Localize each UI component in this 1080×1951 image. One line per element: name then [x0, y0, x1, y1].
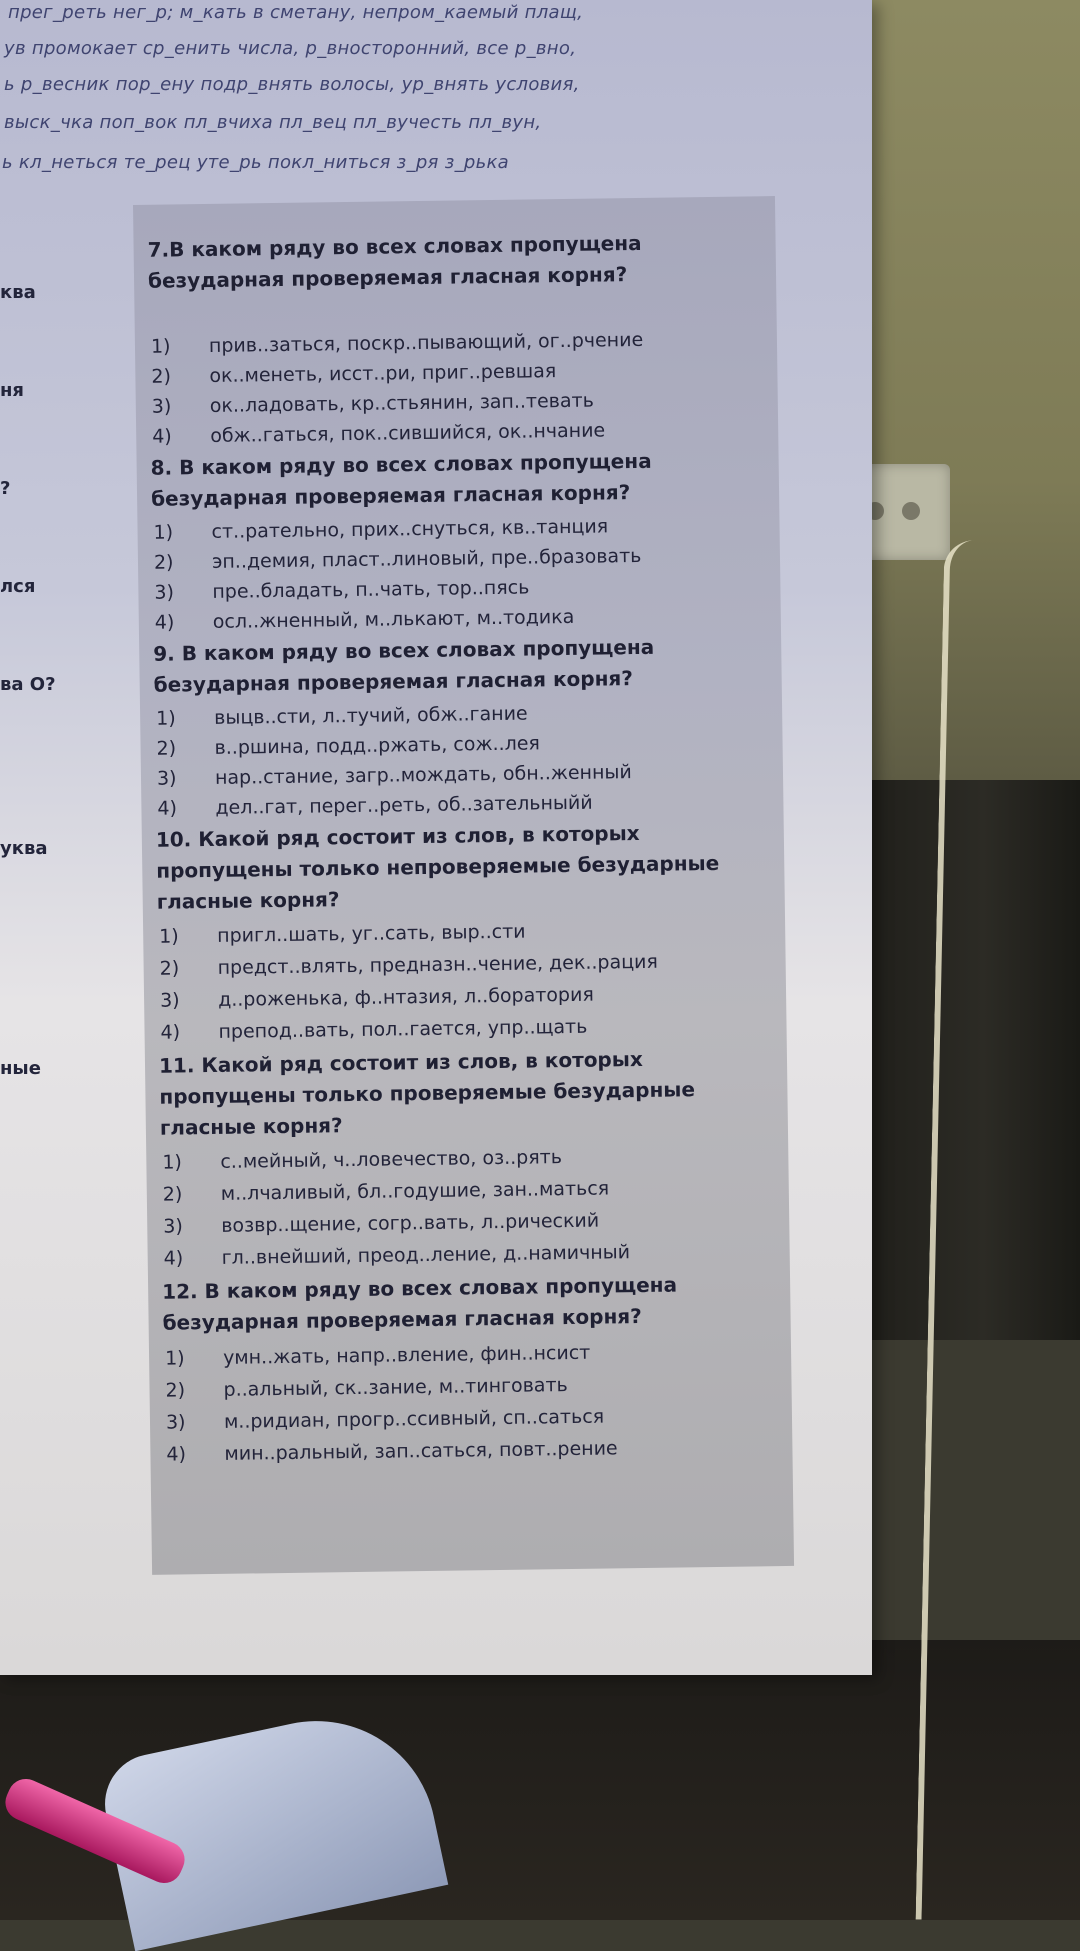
- left-fragment: уква: [0, 838, 48, 859]
- header-line: ь р_весник пор_ену подр_внять волосы, ур_внять условия,: [4, 74, 580, 95]
- answer-option[interactable]: 3) м..ридиан, прогр..ссивный, сп..саться: [165, 1405, 605, 1434]
- question-title: 12. В каком ряду во всех словах пропущена безударная проверяемая гласная корня?: [162, 1272, 678, 1335]
- answer-option[interactable]: 4) препод..вать, пол..гается, упр..щать: [160, 1015, 588, 1044]
- left-fragment: ква: [0, 282, 36, 303]
- question-title: 7.В каком ряду во всех словах пропущена безударная проверяемая гласная корня?: [147, 230, 642, 293]
- answer-option[interactable]: 2) предст..влять, предназн..чение, дек..рация: [159, 950, 659, 980]
- answer-option[interactable]: 1) пригл..шать, уг..сать, выр..сти: [159, 920, 526, 948]
- answer-option[interactable]: 3) пре..бладать, п..чать, тор..пясь: [154, 576, 530, 604]
- answer-option[interactable]: 1) выцв..сти, л..тучий, обж..гание: [156, 702, 528, 730]
- test-questions-box: [133, 196, 794, 1575]
- left-column-fragments: [0, 210, 120, 1210]
- answer-option[interactable]: 4) гл..внейший, преод..ление, д..намичный: [163, 1241, 631, 1270]
- answer-option[interactable]: 2) в..ршина, подд..ржать, сож..лея: [156, 732, 541, 760]
- question-title: 11. Какой ряд состоит из слов, в которых пропущены только проверяемые безударные гласные корня?: [158, 1046, 696, 1140]
- header-line: выск_чка поп_вок пл_вчиха пл_вец пл_вучесть пл_вун,: [4, 112, 542, 133]
- answer-option[interactable]: 3) ок..ладовать, кр..стьянин, зап..тевать: [151, 389, 594, 418]
- left-fragment: ва О?: [0, 674, 56, 695]
- left-fragment: лся: [0, 576, 36, 597]
- answer-option[interactable]: 3) д..роженька, ф..нтазия, л..боратория: [159, 983, 594, 1012]
- left-fragment: ?: [0, 478, 11, 499]
- left-fragment: ня: [0, 380, 24, 401]
- answer-option[interactable]: 1) ст..рательно, прих..снуться, кв..танция: [153, 515, 609, 544]
- answer-option[interactable]: 1) прив..заться, поскр..пывающий, ог..рчение: [150, 328, 644, 358]
- answer-option[interactable]: 3) нар..стание, загр..мождать, обн..женный: [156, 761, 632, 790]
- header-line: ь кл_неться те_рец уте_рь покл_ниться з_ря з_рька: [2, 152, 510, 173]
- header-line: ув промокает ср_енить числа, р_вносторонний, все р_вно,: [4, 38, 577, 59]
- answer-option[interactable]: 2) р..альный, ск..зание, м..тинговать: [165, 1374, 568, 1402]
- answer-option[interactable]: 4) обж..гаться, пок..сившийся, ок..нчание: [152, 419, 606, 448]
- question-title: 8. В каком ряду во всех словах пропущена безударная проверяемая гласная корня?: [150, 448, 652, 511]
- header-line: прег_реть нег_р; м_кать в сметану, непром_каемый плащ,: [8, 2, 584, 23]
- answer-option[interactable]: 3) возвр..щение, согр..вать, л..рический: [163, 1209, 600, 1238]
- answer-option[interactable]: 4) мин..ральный, зап..саться, повт..рение: [166, 1437, 618, 1466]
- answer-option[interactable]: 2) м..лчаливый, бл..годушие, зан..маться: [162, 1177, 610, 1206]
- answer-option[interactable]: 1) с..мейный, ч..ловечество, оз..рять: [162, 1146, 563, 1174]
- socket-hole: [902, 502, 920, 520]
- answer-option[interactable]: 4) осл..жненный, м..лькают, м..тодика: [154, 605, 575, 634]
- answer-option[interactable]: 4) дел..гат, перег..реть, об..зательныйй: [157, 791, 593, 820]
- answer-option[interactable]: 2) ок..менеть, исст..ри, приг..ревшая: [151, 360, 557, 388]
- question-title: 10. Какой ряд состоит из слов, в которых пропущены только непроверяемые безударные гласные корня?: [155, 820, 720, 914]
- answer-option[interactable]: 2) эп..демия, пласт..линовый, пре..бразовать: [153, 544, 642, 574]
- left-fragment: ные: [0, 1058, 41, 1079]
- answer-option[interactable]: 1) умн..жать, напр..вление, фин..нсист: [164, 1341, 591, 1370]
- question-title: 9. В каком ряду во всех словах пропущена безударная проверяемая гласная корня?: [153, 634, 655, 697]
